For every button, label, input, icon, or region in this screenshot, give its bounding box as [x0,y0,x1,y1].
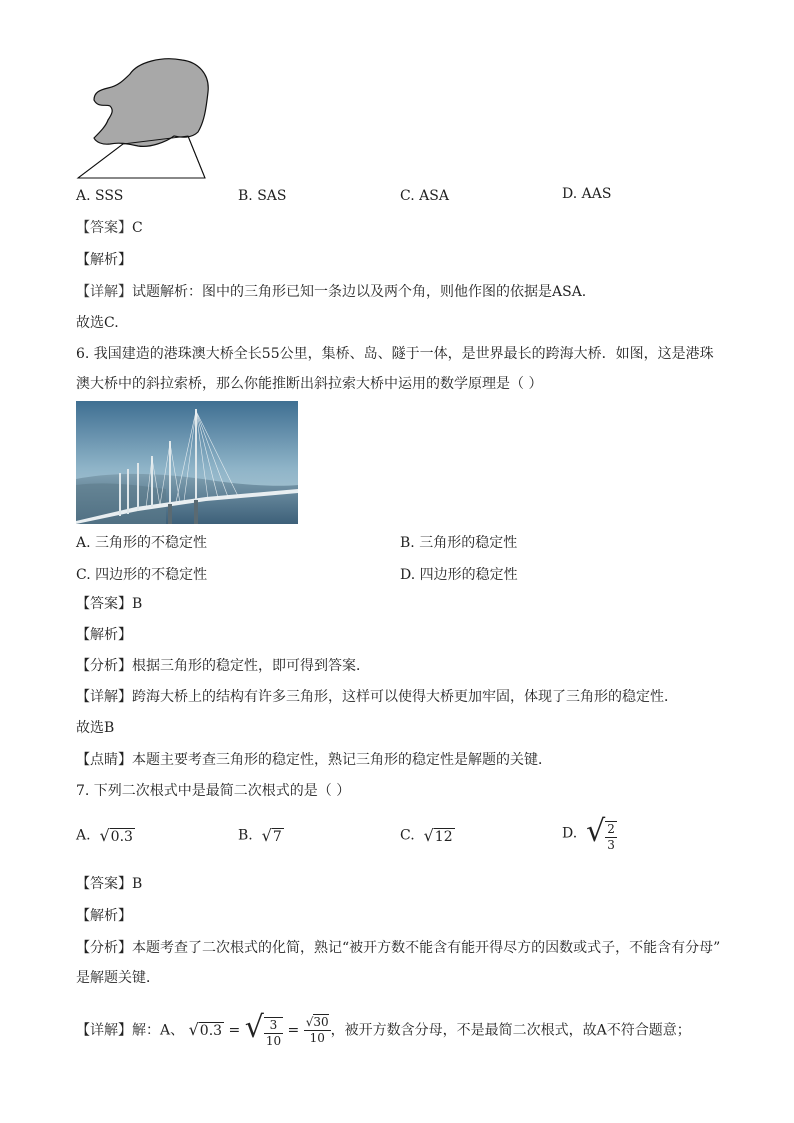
q7-detail: 【详解】解：A、 √0.3 = √ $\frac{3}{10}$ = $\frac{√30}{10}$ ，被开方数含分母，不是最简二次根式，故A不符合题意； [76,1006,691,1055]
q5-option-a[interactable]: A. SSS [76,188,124,204]
q6-option-a[interactable]: A. 三角形的不稳定性 [76,535,208,551]
q7-option-d[interactable]: D. √ $\frac{2}{3}$ [562,814,615,852]
bridge-photo [76,401,298,524]
q5-detail: 【详解】试题解析：图中的三角形已知一条边以及两个角，则他作图的依据是ASA. [76,284,587,300]
q5-option-d[interactable]: D. AAS [562,186,612,202]
sqrt-symbol: √0.3 [99,826,133,845]
q7-analysis-line2: 是解题关键． [76,970,160,986]
fraction: $\frac{√30}{10}$ [305,1015,329,1045]
q5-conclusion: 故选C. [76,315,119,331]
q6-analysis: 【分析】根据三角形的稳定性，即可得到答案． [76,658,370,674]
q6-detail: 【详解】跨海大桥上的结构有许多三角形，这样可以使得大桥更加牢固，体现了三角形的稳定性． [76,689,678,705]
q7-stem: 7. 下列二次根式中是最简二次根式的是（ ） [76,783,351,799]
sqrt-symbol: √ $\frac{2}{3}$ [586,814,615,852]
sqrt-symbol: √0.3 [188,1020,223,1039]
q7-answer: 【答案】B [76,876,143,892]
q6-comment: 【点睛】本题主要考查三角形的稳定性，熟记三角形的稳定性是解题的关键． [76,752,552,768]
q5-option-c[interactable]: C. ASA [400,188,449,204]
q6-option-c[interactable]: C. 四边形的不稳定性 [76,567,208,583]
q7-option-c[interactable]: C. √12 [400,826,453,845]
q6-analysis-heading: 【解析】 [76,627,132,643]
sqrt-symbol: √12 [423,826,453,845]
q6-conclusion: 故选B [76,720,115,736]
q6-option-d[interactable]: D. 四边形的稳定性 [400,567,518,583]
q7-option-a[interactable]: A. √0.3 [76,826,133,845]
q7-option-b[interactable]: B. √7 [238,826,282,845]
pond-triangle-figure [70,52,220,184]
sqrt-symbol: √ $\frac{3}{10}$ [244,1010,282,1048]
q5-option-b[interactable]: B. SAS [238,188,287,204]
q6-stem-line2: 澳大桥中的斜拉索桥，那么你能推断出斜拉索大桥中运用的数学原理是（ ） [76,376,543,392]
q6-stem-line1: 6. 我国建造的港珠澳大桥全长55公里，集桥、岛、隧于一体，是世界最长的跨海大桥．如图，这是港珠 [76,346,714,362]
q7-analysis-heading: 【解析】 [76,908,132,924]
q6-answer: 【答案】B [76,596,143,612]
q5-answer: 【答案】C [76,220,143,236]
q6-option-b[interactable]: B. 三角形的稳定性 [400,535,518,551]
sqrt-symbol: √7 [261,826,282,845]
pond-shape [94,59,208,147]
q5-analysis-heading: 【解析】 [76,252,132,268]
q7-analysis-line1: 【分析】本题考查了二次根式的化简，熟记“被开方数不能含有能开得尽方的因数或式子，不能含有分母” [76,940,721,956]
